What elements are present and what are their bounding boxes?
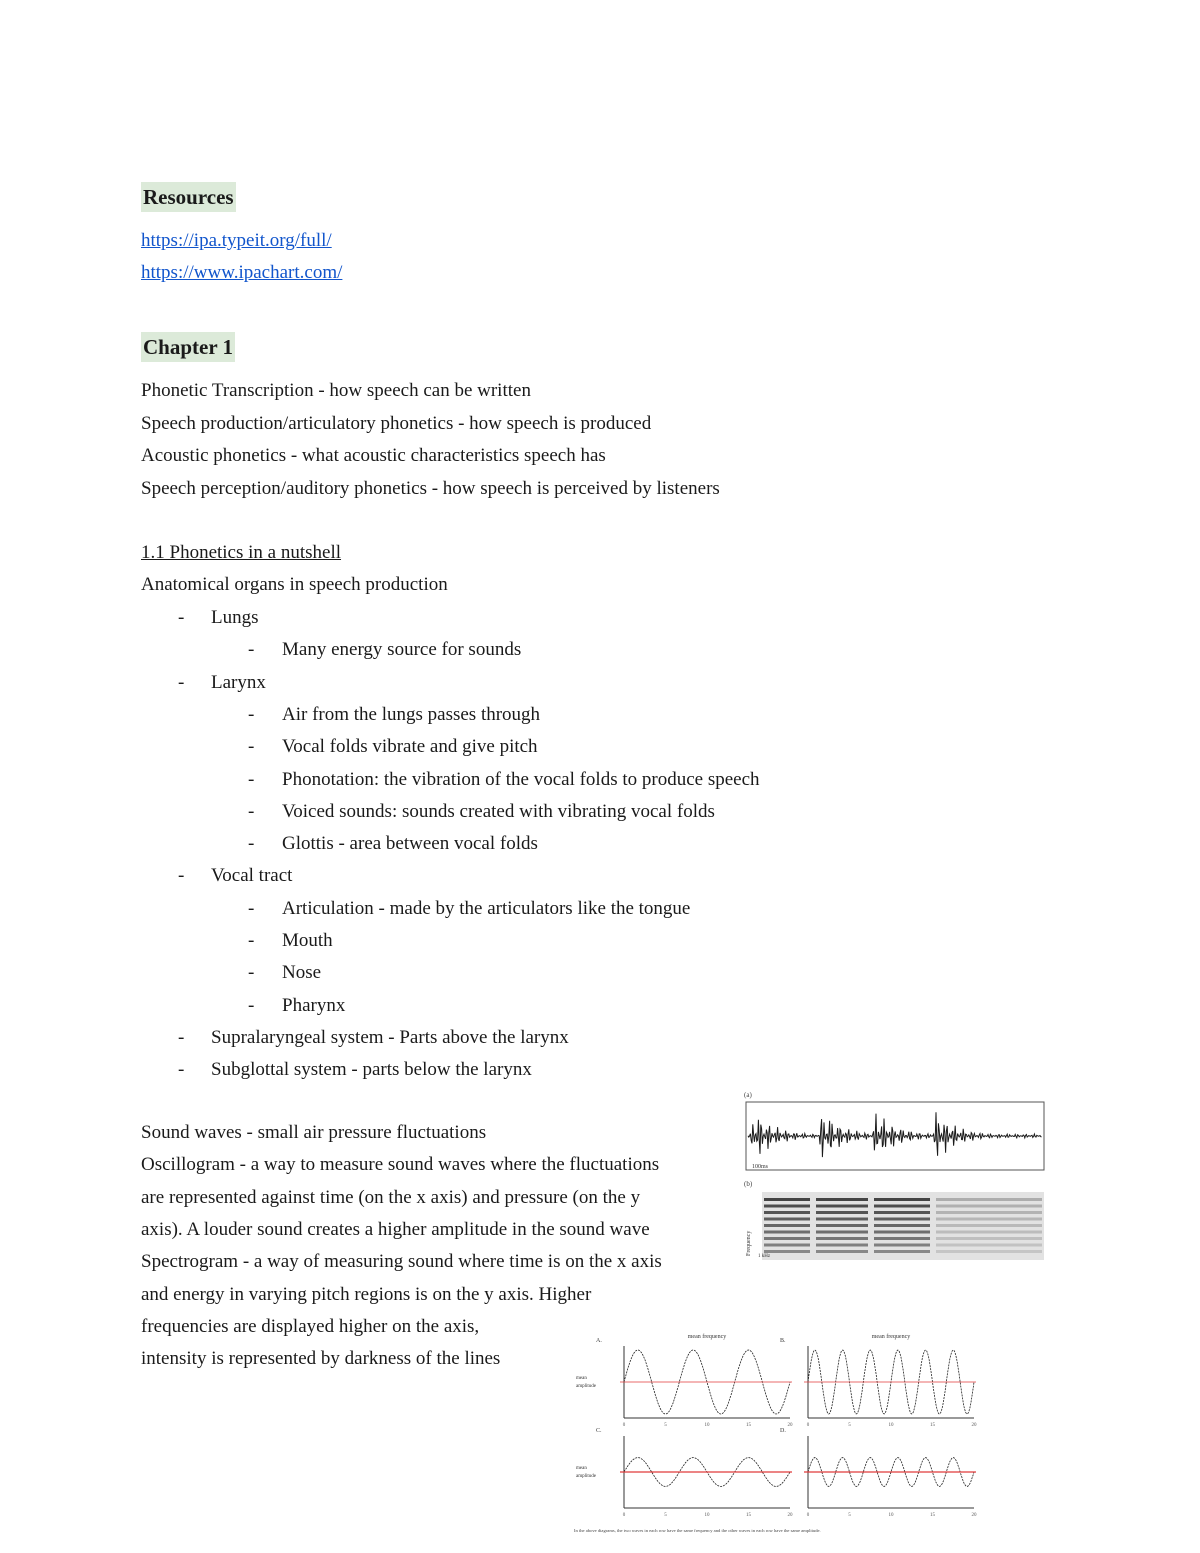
sine-tick-label: 20 xyxy=(971,1513,977,1518)
intro-line: Speech production/articulatory phonetics - how speech is produced xyxy=(141,413,652,434)
spec-scale-label: 1 kHz xyxy=(758,1254,771,1259)
sine-tick-label: 5 xyxy=(848,1423,851,1428)
spectrogram-band xyxy=(816,1231,868,1234)
bullet-dash: - xyxy=(248,704,255,725)
spectrogram-band xyxy=(936,1237,1042,1240)
sine-tick-label: 15 xyxy=(746,1513,751,1518)
bullet-dash: - xyxy=(178,1059,185,1080)
sine-ylabel: mean xyxy=(576,1376,587,1381)
outline-item: Supralaryngeal system - Parts above the larynx xyxy=(211,1027,569,1048)
oscillogram-spectrogram-figure xyxy=(740,1088,1050,1264)
sine-tick-label: 15 xyxy=(930,1513,935,1518)
sine-panel-label: B. xyxy=(780,1338,786,1344)
spectrogram-band xyxy=(936,1218,1042,1221)
intro-line: Acoustic phonetics - what acoustic characteristics speech has xyxy=(141,445,606,466)
waves-text-line: and energy in varying pitch regions is on the y axis. Higher xyxy=(141,1284,592,1305)
spectrogram-band xyxy=(874,1231,930,1234)
sine-tick-label: 5 xyxy=(848,1513,851,1518)
waves-text-line: Sound waves - small air pressure fluctuations xyxy=(141,1122,487,1143)
oscillogram-waveform xyxy=(748,1112,1042,1157)
spectrogram-band xyxy=(874,1198,930,1201)
bullet-dash: - xyxy=(248,736,255,757)
spectrogram-band xyxy=(816,1205,868,1208)
spectrogram-band xyxy=(764,1231,810,1234)
spectrogram-band xyxy=(764,1224,810,1227)
outline-subitem: Articulation - made by the articulators like the tongue xyxy=(282,898,691,919)
sine-tick-label: 10 xyxy=(888,1513,894,1518)
outline-subitem: Voiced sounds: sounds created with vibrating vocal folds xyxy=(282,801,715,822)
waves-text-line: intensity is represented by darkness of the lines xyxy=(141,1348,501,1369)
waves-text-line: axis). A louder sound creates a higher amplitude in the sound wave xyxy=(141,1219,650,1240)
bullet-dash: - xyxy=(248,639,255,660)
outline-subitem: Nose xyxy=(282,962,322,983)
bullet-dash: - xyxy=(178,865,185,886)
intro-line: Phonetic Transcription - how speech can be written xyxy=(141,380,531,401)
spec-axis-label: Frequency xyxy=(746,1230,752,1256)
outline-item: Larynx xyxy=(211,672,266,693)
bullet-dash: - xyxy=(248,833,255,854)
bullet-dash: - xyxy=(248,995,255,1016)
sine-tick-label: 20 xyxy=(787,1423,793,1428)
sine-tick-label: 0 xyxy=(806,1513,810,1518)
outline-subitem: Many energy source for sounds xyxy=(282,639,522,660)
spectrogram-band xyxy=(816,1198,868,1201)
outline-subitem: Air from the lungs passes through xyxy=(282,704,541,725)
sine-wave-figure xyxy=(572,1326,1008,1538)
spectrogram-band xyxy=(816,1237,868,1240)
spectrogram-band xyxy=(936,1231,1042,1234)
spectrogram-band xyxy=(936,1224,1042,1227)
outline-item: Vocal tract xyxy=(211,865,293,886)
bullet-dash: - xyxy=(178,607,185,628)
spectrogram-band xyxy=(874,1250,930,1253)
spectrogram-band xyxy=(764,1237,810,1240)
chapter-heading: Chapter 1 xyxy=(141,332,235,362)
sine-tick-label: 20 xyxy=(787,1513,793,1518)
spectrogram-band xyxy=(816,1250,868,1253)
spectrogram-band xyxy=(874,1218,930,1221)
spectrogram-band xyxy=(816,1224,868,1227)
sine-panel-label: D. xyxy=(780,1428,786,1434)
sine-panel-label: C. xyxy=(596,1428,602,1434)
bullet-dash: - xyxy=(178,1027,185,1048)
sine-ylabel: amplitude xyxy=(576,1474,596,1479)
spectrogram-band xyxy=(936,1250,1042,1253)
spectrogram-band xyxy=(764,1211,810,1214)
sine-tick-label: 5 xyxy=(664,1423,667,1428)
bullet-dash: - xyxy=(248,930,255,951)
sine-tick-label: 10 xyxy=(704,1513,710,1518)
spectrogram-band xyxy=(764,1250,810,1253)
sine-tick-label: 0 xyxy=(622,1423,626,1428)
spectrogram-band xyxy=(936,1211,1042,1214)
intro-line: Speech perception/auditory phonetics - how speech is perceived by listeners xyxy=(141,478,720,499)
spectrogram-band xyxy=(936,1198,1042,1201)
spectrogram-band xyxy=(874,1205,930,1208)
sine-tick-label: 0 xyxy=(622,1513,626,1518)
link-ipachart[interactable]: https://www.ipachart.com/ xyxy=(141,262,343,283)
section-title: 1.1 Phonetics in a nutshell xyxy=(141,542,342,563)
resources-heading: Resources xyxy=(141,182,236,212)
spectrogram-band xyxy=(816,1218,868,1221)
sine-panel-title: mean frequency xyxy=(871,1334,911,1340)
link-typeit[interactable]: https://ipa.typeit.org/full/ xyxy=(141,230,332,251)
spectrogram-band xyxy=(874,1211,930,1214)
sine-panel-title: mean frequency xyxy=(687,1334,727,1340)
spectrogram-band xyxy=(936,1244,1042,1247)
oscillogram-label: (a) xyxy=(744,1091,752,1099)
spectrogram-band xyxy=(816,1211,868,1214)
section-lead: Anatomical organs in speech production xyxy=(141,574,448,595)
outline-item: Subglottal system - parts below the larynx xyxy=(211,1059,532,1080)
outline-subitem: Mouth xyxy=(282,930,333,951)
spectrogram-band xyxy=(764,1205,810,1208)
spectrogram-band xyxy=(874,1244,930,1247)
sine-ylabel: mean xyxy=(576,1466,587,1471)
waves-text-line: are represented against time (on the x axis) and pressure (on the y xyxy=(141,1187,641,1208)
sine-tick-label: 15 xyxy=(930,1423,935,1428)
bullet-dash: - xyxy=(248,801,255,822)
sine-tick-label: 10 xyxy=(888,1423,894,1428)
bullet-dash: - xyxy=(248,898,255,919)
sine-figure-caption: In the above diagrams, the two waves in each row have the same frequency and the other waves in each row have the same amplitude. xyxy=(574,1528,821,1533)
waves-text-line: Oscillogram - a way to measure sound waves where the fluctuations xyxy=(141,1154,660,1175)
sine-tick-label: 10 xyxy=(704,1423,710,1428)
spectrogram-band xyxy=(764,1218,810,1221)
bullet-dash: - xyxy=(248,962,255,983)
outline-subitem: Vocal folds vibrate and give pitch xyxy=(282,736,538,757)
spectrogram-bands xyxy=(764,1198,1042,1253)
sine-panel-label: A. xyxy=(596,1338,602,1344)
bullet-dash: - xyxy=(248,769,255,790)
sine-tick-label: 20 xyxy=(971,1423,977,1428)
sine-tick-label: 5 xyxy=(664,1513,667,1518)
spectrogram-band xyxy=(764,1244,810,1247)
sine-ylabel: amplitude xyxy=(576,1384,596,1389)
waves-text-line: frequencies are displayed higher on the axis, xyxy=(141,1316,480,1337)
outline-subitem: Glottis - area between vocal folds xyxy=(282,833,538,854)
outline-subitem: Pharynx xyxy=(282,995,346,1016)
sine-tick-label: 15 xyxy=(746,1423,751,1428)
spectrogram-label: (b) xyxy=(744,1180,753,1188)
waves-text-line: Spectrogram - a way of measuring sound where time is on the x axis xyxy=(141,1251,662,1272)
spectrogram-band xyxy=(764,1198,810,1201)
bullet-dash: - xyxy=(178,672,185,693)
spectrogram-band xyxy=(874,1224,930,1227)
osc-scale-label: 100ms xyxy=(752,1164,769,1170)
sine-tick-label: 0 xyxy=(806,1423,810,1428)
spectrogram-band xyxy=(936,1205,1042,1208)
outline-subitem: Phonotation: the vibration of the vocal folds to produce speech xyxy=(282,769,760,790)
spectrogram-band xyxy=(874,1237,930,1240)
outline-item: Lungs xyxy=(211,607,259,628)
spectrogram-band xyxy=(816,1244,868,1247)
